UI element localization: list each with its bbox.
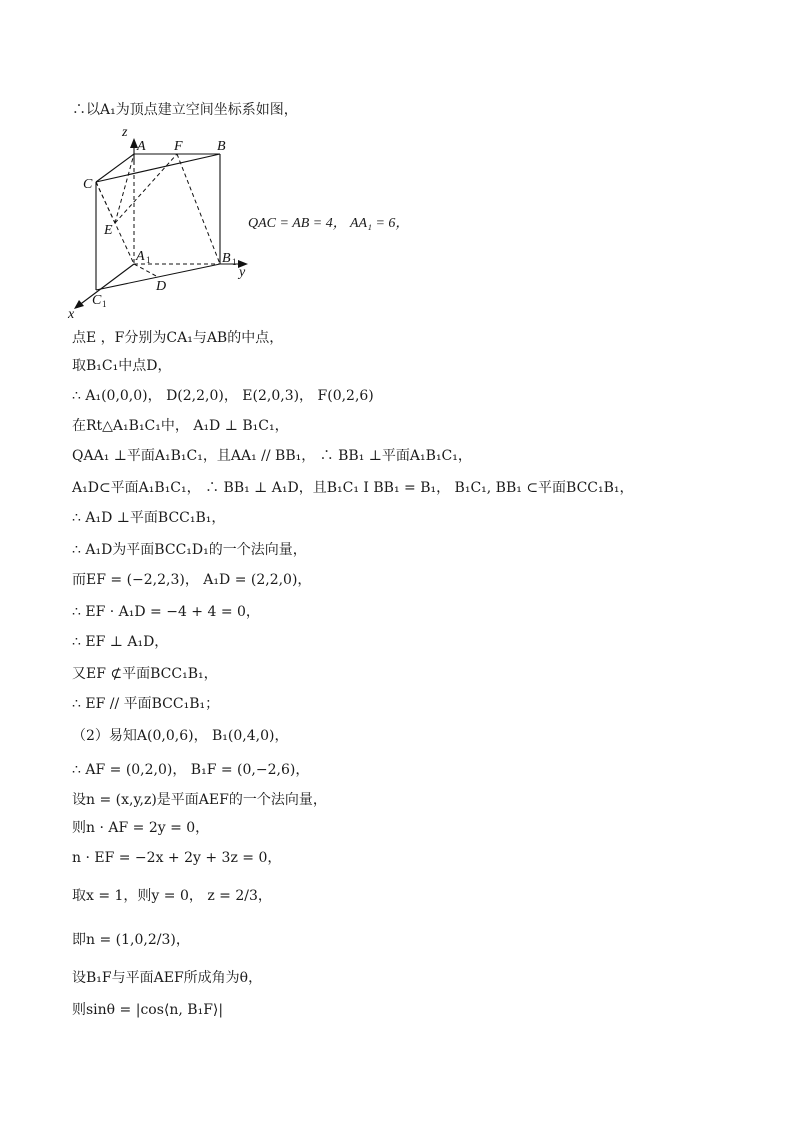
text-line-20: 取x = 1，则y = 0， z = 2/3， [72, 888, 272, 904]
label-z: z [122, 125, 128, 140]
text-line-10: 而EF = (−2,2,3)， A₁D = (2,2,0)， [72, 572, 312, 588]
label-A1-sub: 1 [146, 255, 151, 265]
label-C: C [83, 177, 93, 192]
text-line-8: ∴ A₁D ⊥平面BCC₁B₁， [72, 510, 226, 526]
label-C1: C [92, 293, 102, 308]
label-A1: A [136, 249, 145, 264]
given-conditions: QAC = AB = 4， AA₁ = 6， [248, 216, 410, 231]
text-line-19: n · EF = −2x + 2y + 3z = 0， [72, 850, 282, 866]
text-line-3: 取B₁C₁中点D， [72, 358, 172, 374]
label-F: F [174, 139, 183, 154]
text-line-22: 设B₁F与平面AEF所成角为θ， [72, 970, 263, 986]
label-E: E [104, 223, 113, 238]
dash-C-E [96, 182, 115, 223]
text-line-21: 即n = (1,0,2/3)， [72, 932, 190, 948]
text-line-2: 点E ，F分别为CA₁与AB的中点， [72, 330, 284, 346]
text-line-13: 又EF ⊄平面BCC₁B₁， [72, 666, 218, 682]
text-line-1: ∴以A₁为顶点建立空间坐标系如图， [72, 102, 298, 118]
label-x: x [68, 307, 75, 320]
label-D: D [156, 279, 167, 294]
text-line-9: ∴ A₁D为平面BCC₁D₁的一个法向量， [72, 542, 307, 558]
geometry-figure [64, 120, 264, 320]
text-line-15: （2）易知A(0,0,6)， B₁(0,4,0)， [72, 728, 289, 744]
text-line-23: 则sinθ = |cos⟨n, B₁F⟩| [72, 1002, 224, 1018]
text-line-16: ∴ AF = (0,2,0)， B₁F = (0,−2,6)， [72, 762, 310, 778]
label-B1: B [222, 251, 231, 266]
dash-A1-D [134, 264, 158, 277]
text-line-11: ∴ EF · A₁D = −4 + 4 = 0， [72, 604, 260, 620]
dash-F-B1 [177, 154, 220, 264]
text-line-18: 则n · AF = 2y = 0， [72, 820, 210, 836]
text-line-14: ∴ EF // 平面BCC₁B₁； [72, 696, 220, 712]
label-y: y [239, 265, 246, 280]
text-line-6: QAA₁ ⊥平面A₁B₁C₁，且AA₁ // BB₁， ∴ BB₁ ⊥平面A₁B₁C₁， [72, 448, 472, 464]
label-B1-sub: 1 [232, 257, 237, 267]
text-line-17: 设n = (x,y,z)是平面AEF的一个法向量， [72, 792, 327, 808]
label-C1-sub: 1 [102, 299, 107, 309]
label-B: B [217, 139, 226, 154]
label-A: A [137, 139, 146, 154]
text-line-7: A₁D⊂平面A₁B₁C₁， ∴ BB₁ ⊥ A₁D，且B₁C₁ I BB₁ = B₁， B₁C₁, BB₁ ⊂平面BCC₁B₁， [72, 480, 634, 496]
text-line-4: ∴ A₁(0,0,0)， D(2,2,0)， E(2,0,3)， F(0,2,6) [72, 388, 374, 404]
text-line-5: 在Rt△A₁B₁C₁中， A₁D ⊥ B₁C₁， [72, 418, 289, 434]
x-arrow [74, 300, 84, 309]
text-line-12: ∴ EF ⊥ A₁D， [72, 634, 169, 650]
